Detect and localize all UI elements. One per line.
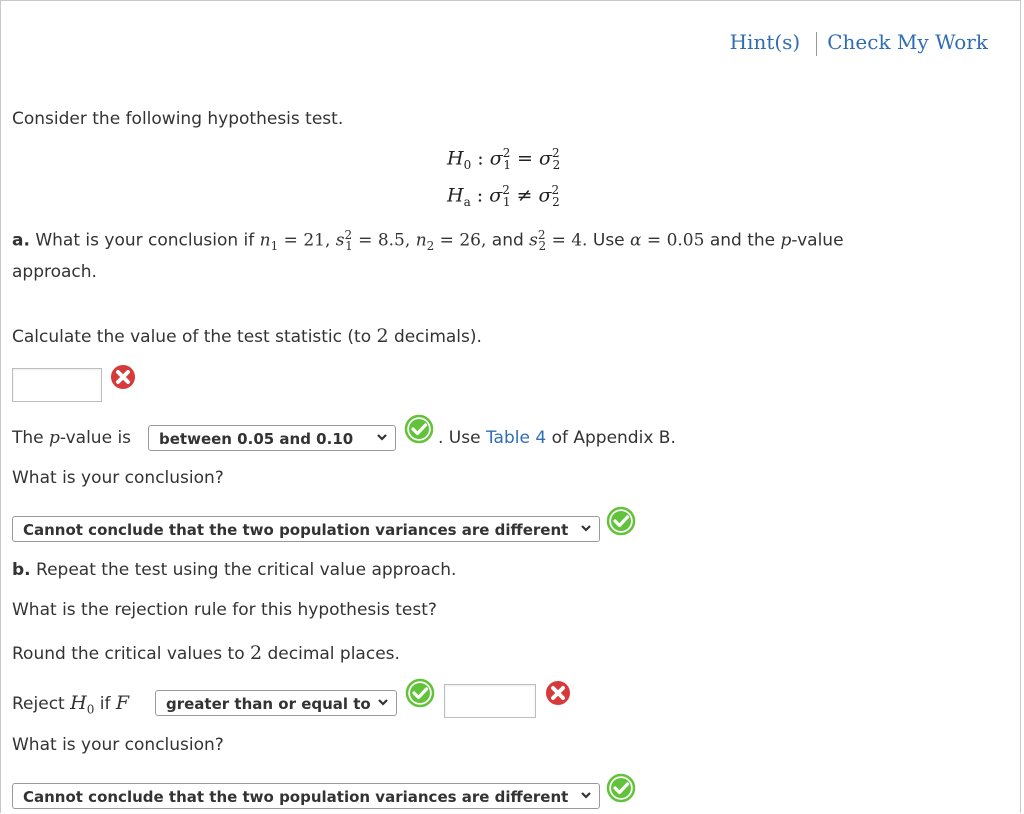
correct-icon <box>606 773 636 803</box>
correct-icon <box>606 506 636 536</box>
question-intro: Consider the following hypothesis test. <box>12 109 344 129</box>
chevron-down-icon <box>579 521 593 535</box>
alternative-hypothesis: $H_a$ : $\sigma^2_1 \ne \sigma^2_2$ <box>447 183 560 210</box>
table-reference: . Use Table 4 of Appendix B. <box>438 428 676 448</box>
test-statistic-input[interactable] <box>12 368 102 402</box>
part-b-question: b. Repeat the test using the critical value approach. <box>12 560 457 580</box>
conclusion-prompt-a: What is your conclusion? <box>12 468 224 488</box>
header-separator <box>816 32 817 56</box>
reject-rule-row: Reject $H_0$ if F <box>12 692 130 717</box>
correct-icon <box>404 414 434 444</box>
conclusion-prompt-b: What is your conclusion? <box>12 735 224 755</box>
rejection-rule-select[interactable]: greater than or equal to <box>155 690 397 716</box>
conclusion-select-b[interactable]: Cannot conclude that the two population variances are different <box>12 783 600 809</box>
chevron-down-icon <box>579 788 593 802</box>
calc-instruction: Calculate the value of the test statistic (to 2 decimals). <box>12 325 482 347</box>
chevron-down-icon <box>375 430 389 444</box>
chevron-down-icon <box>376 695 390 709</box>
hints-link[interactable]: Hint(s) <box>729 30 801 54</box>
round-instruction: Round the critical values to 2 decimal places. <box>12 642 400 664</box>
incorrect-icon <box>108 362 138 392</box>
pvalue-select[interactable]: between 0.05 and 0.10 <box>148 425 396 451</box>
critical-value-input[interactable] <box>444 684 536 718</box>
part-a-question-cont: approach. <box>12 262 97 282</box>
conclusion-select-a[interactable]: Cannot conclude that the two population variances are different <box>12 516 600 542</box>
incorrect-icon <box>543 678 573 708</box>
pvalue-row: The p-value is <box>12 428 132 448</box>
correct-icon <box>405 678 435 708</box>
check-my-work-link[interactable]: Check My Work <box>827 30 988 54</box>
null-hypothesis: $H_0$ : $\sigma^2_1 = \sigma^2_2$ <box>447 146 561 173</box>
part-a-question: a. What is your conclusion if $n_1 = 21$, $s^2_1 = 8.5$, $n_2 = 26$, and $s^2_2 = 4$. Use α = 0.05 and the p-value <box>12 228 844 254</box>
table-4-link[interactable]: Table 4 <box>485 428 547 448</box>
header-links <box>730 30 988 56</box>
rejection-prompt: What is the rejection rule for this hypothesis test? <box>12 600 437 620</box>
